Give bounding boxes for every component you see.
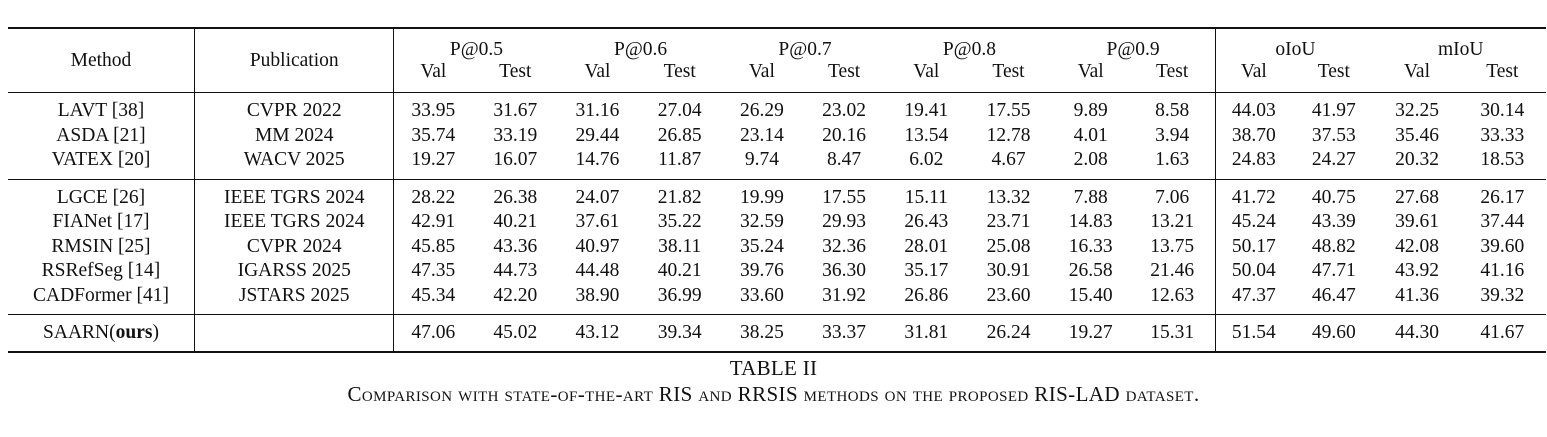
value-cell: 50.17 (1231, 235, 1276, 257)
value-cell: 37.44 (1480, 211, 1525, 233)
value-cell: 15.31 (1130, 315, 1215, 352)
value-cell: 47.06 (411, 322, 456, 344)
table-group-rrsis (8, 179, 1546, 315)
value-cell: 26.29 (739, 100, 784, 122)
value-cell: 23.71 (986, 211, 1031, 233)
value-cell: 41.67 (1480, 322, 1525, 344)
value-cell: 41.36 (1395, 284, 1439, 306)
subheader-test: Test (1317, 61, 1350, 82)
subheader-val: Val (420, 61, 447, 82)
value-cell: 39.76 (739, 260, 784, 282)
value-cell: 44.73 (493, 260, 538, 282)
value-cell: 30.91 (986, 260, 1031, 282)
publication-cell: IGARSS 2025 (194, 259, 394, 284)
value-cell: 32.59 (739, 211, 784, 233)
value-cell: 32.36 (822, 235, 867, 257)
subheader-test: Test (992, 61, 1025, 82)
value-cell: 36.99 (657, 284, 702, 306)
value-cell: 24.27 (1311, 149, 1356, 171)
value-cell: 23.02 (822, 100, 867, 122)
value-cell: 19.27 (411, 149, 456, 171)
value-cell: 4.01 (1073, 124, 1108, 146)
value-cell: 41.16 (1480, 260, 1525, 282)
table-group-ours (8, 315, 1546, 352)
value-cell: 40.21 (657, 260, 702, 282)
value-cell: 44.30 (1395, 322, 1439, 344)
value-cell: 35.46 (1395, 124, 1439, 146)
method-cell: RMSIN [25] (8, 235, 194, 260)
value-cell: 31.81 (904, 322, 949, 344)
value-cell: 26.85 (657, 124, 702, 146)
value-cell: 25.08 (986, 235, 1031, 257)
subheader-val: Val (1077, 61, 1104, 82)
value-cell: 31.92 (822, 284, 867, 306)
value-cell: 23.14 (739, 124, 784, 146)
subheader-test: Test (1486, 61, 1519, 82)
value-cell: 46.47 (1311, 284, 1356, 306)
subheader-val: Val (1404, 61, 1431, 82)
value-cell: 42.91 (411, 211, 456, 233)
value-cell: 9.89 (1073, 100, 1108, 122)
subheader-test: Test (663, 61, 696, 82)
publication-cell: IEEE TGRS 2024 (194, 210, 394, 235)
value-cell: 2.08 (1073, 149, 1108, 171)
method-cell: FIANet [17] (8, 210, 194, 235)
value-cell: 9.74 (744, 149, 779, 171)
value-cell: 16.33 (1068, 235, 1113, 257)
publication-cell: CVPR 2024 (194, 235, 394, 260)
subheader-val: Val (1240, 61, 1267, 82)
value-cell: 38.70 (1231, 124, 1276, 146)
subheader-test: Test (499, 61, 532, 82)
value-cell: 24.07 (575, 186, 620, 208)
value-cell: 47.35 (411, 260, 456, 282)
publication-cell: IEEE TGRS 2024 (194, 179, 394, 210)
table-row (8, 210, 1546, 235)
table-row (8, 235, 1546, 260)
subheader-test: Test (1130, 61, 1215, 93)
value-cell: 47.37 (1231, 284, 1276, 306)
value-cell: 3.94 (1130, 124, 1215, 149)
value-cell: 43.12 (575, 322, 620, 344)
value-cell: 35.24 (739, 235, 784, 257)
header-group: P@0.8 (942, 39, 996, 60)
table-caption: Comparison with state-of-the-art RIS and RRSIS methods on the proposed RIS-LAD dataset. (347, 382, 1200, 406)
value-cell: 28.22 (411, 186, 456, 208)
value-cell: 14.76 (575, 149, 620, 171)
table-header (8, 28, 1546, 93)
table-row (8, 93, 1546, 124)
value-cell: 39.60 (1480, 235, 1525, 257)
header-group: P@0.5 (449, 39, 504, 60)
method-cell: LGCE [26] (8, 179, 194, 210)
value-cell: 31.67 (493, 100, 538, 122)
method-cell: VATEX [20] (8, 148, 194, 179)
subheader-val: Val (584, 61, 611, 82)
value-cell: 42.08 (1395, 235, 1439, 257)
value-cell: 12.63 (1130, 284, 1215, 315)
value-cell: 38.90 (575, 284, 620, 306)
value-cell: 7.06 (1130, 179, 1215, 210)
value-cell: 15.40 (1068, 284, 1113, 306)
method-cell: ASDA [21] (8, 124, 194, 149)
publication-cell: CVPR 2022 (194, 93, 394, 124)
value-cell: 11.87 (658, 149, 702, 171)
table-row (8, 124, 1546, 149)
method-bold: ours (115, 322, 153, 344)
value-cell: 16.07 (493, 149, 538, 171)
value-cell: 1.63 (1130, 148, 1215, 179)
value-cell: 40.97 (575, 235, 620, 257)
value-cell: 35.22 (657, 211, 702, 233)
table-row (8, 259, 1546, 284)
value-cell: 18.53 (1480, 149, 1525, 171)
publication-cell: MM 2024 (194, 124, 394, 149)
value-cell: 50.04 (1231, 260, 1276, 282)
value-cell: 19.99 (739, 186, 784, 208)
value-cell: 40.75 (1311, 186, 1356, 208)
table-row-ours (8, 315, 1546, 352)
value-cell: 21.46 (1130, 259, 1215, 284)
value-cell: 32.25 (1395, 100, 1439, 122)
header-group: mIoU (1437, 39, 1484, 60)
table-row (8, 148, 1546, 179)
value-cell: 15.11 (904, 186, 948, 208)
value-cell: 43.39 (1311, 211, 1356, 233)
value-cell: 20.32 (1395, 149, 1439, 171)
value-cell: 23.60 (986, 284, 1031, 306)
header-group: P@0.7 (778, 39, 832, 60)
table-label: TABLE II (729, 356, 818, 380)
value-cell: 29.93 (822, 211, 867, 233)
value-cell: 49.60 (1311, 322, 1356, 344)
value-cell: 26.58 (1068, 260, 1113, 282)
value-cell: 42.20 (493, 284, 538, 306)
value-cell: 45.34 (411, 284, 456, 306)
value-cell: 47.71 (1311, 260, 1356, 282)
value-cell: 27.68 (1395, 186, 1439, 208)
value-cell: 26.43 (904, 211, 949, 233)
value-cell: 37.53 (1311, 124, 1356, 146)
value-cell: 26.38 (493, 186, 538, 208)
value-cell: 26.86 (904, 284, 949, 306)
value-cell: 14.83 (1068, 211, 1113, 233)
value-cell: 29.44 (575, 124, 620, 146)
value-cell: 4.67 (991, 149, 1026, 171)
method-cell: LAVT [38] (8, 93, 194, 124)
value-cell: 17.55 (822, 186, 867, 208)
value-cell: 13.75 (1130, 235, 1215, 260)
value-cell: 33.60 (739, 284, 784, 306)
value-cell: 19.41 (904, 100, 949, 122)
header-group: P@0.9 (1052, 28, 1215, 61)
subheader-val: Val (748, 61, 775, 82)
value-cell: 48.82 (1311, 235, 1356, 257)
value-cell: 6.02 (909, 149, 944, 171)
value-cell: 43.92 (1395, 260, 1439, 282)
value-cell: 20.16 (822, 124, 867, 146)
method-suffix: ) (152, 322, 159, 344)
value-cell: 45.02 (493, 322, 538, 344)
value-cell: 44.48 (575, 260, 620, 282)
value-cell: 45.85 (411, 235, 456, 257)
header-method: Method (8, 28, 194, 93)
header-publication: Publication (194, 28, 394, 93)
value-cell: 19.27 (1068, 322, 1113, 344)
value-cell: 13.54 (904, 124, 949, 146)
value-cell: 21.82 (657, 186, 702, 208)
header-group: P@0.6 (614, 39, 668, 60)
value-cell: 30.14 (1480, 100, 1525, 122)
value-cell: 43.36 (493, 235, 538, 257)
publication-cell: JSTARS 2025 (194, 284, 394, 315)
value-cell: 31.16 (575, 100, 620, 122)
header-group: oIoU (1275, 39, 1316, 60)
value-cell: 51.54 (1231, 322, 1276, 344)
table-group-ris (8, 93, 1546, 180)
value-cell: 35.74 (411, 124, 456, 146)
value-cell: 12.78 (986, 124, 1031, 146)
publication-cell (194, 315, 394, 352)
value-cell: 40.21 (493, 211, 538, 233)
value-cell: 13.32 (986, 186, 1031, 208)
value-cell: 8.47 (827, 149, 862, 171)
value-cell: 41.97 (1311, 100, 1356, 122)
value-cell: 37.61 (575, 211, 620, 233)
table-row (8, 284, 1546, 315)
value-cell: 38.11 (658, 235, 702, 257)
comparison-table (8, 27, 1546, 353)
publication-cell: WACV 2025 (194, 148, 394, 179)
value-cell: 38.25 (739, 322, 784, 344)
value-cell: 36.30 (822, 260, 867, 282)
value-cell: 33.37 (822, 322, 867, 344)
value-cell: 28.01 (904, 235, 949, 257)
value-cell: 13.21 (1130, 210, 1215, 235)
value-cell: 45.24 (1231, 211, 1276, 233)
method-cell: RSRefSeg [14] (8, 259, 194, 284)
subheader-test: Test (827, 61, 861, 82)
table-row (8, 179, 1546, 210)
value-cell: 24.83 (1231, 149, 1276, 171)
value-cell: 39.61 (1395, 211, 1439, 233)
value-cell: 35.17 (904, 260, 949, 282)
method-prefix: SAARN( (43, 322, 116, 344)
method-cell (8, 315, 194, 352)
value-cell: 33.33 (1480, 124, 1525, 146)
value-cell: 44.03 (1231, 100, 1276, 122)
value-cell: 27.04 (657, 100, 702, 122)
value-cell: 39.34 (657, 322, 702, 344)
value-cell: 33.19 (493, 124, 538, 146)
method-cell: CADFormer [41] (8, 284, 194, 315)
value-cell: 26.17 (1480, 186, 1525, 208)
value-cell: 26.24 (986, 322, 1031, 344)
value-cell: 8.58 (1130, 93, 1215, 124)
value-cell: 7.88 (1073, 186, 1108, 208)
value-cell: 41.72 (1231, 186, 1276, 208)
value-cell: 33.95 (411, 100, 456, 122)
value-cell: 39.32 (1480, 284, 1525, 306)
subheader-val: Val (913, 61, 940, 82)
value-cell: 17.55 (986, 100, 1031, 122)
